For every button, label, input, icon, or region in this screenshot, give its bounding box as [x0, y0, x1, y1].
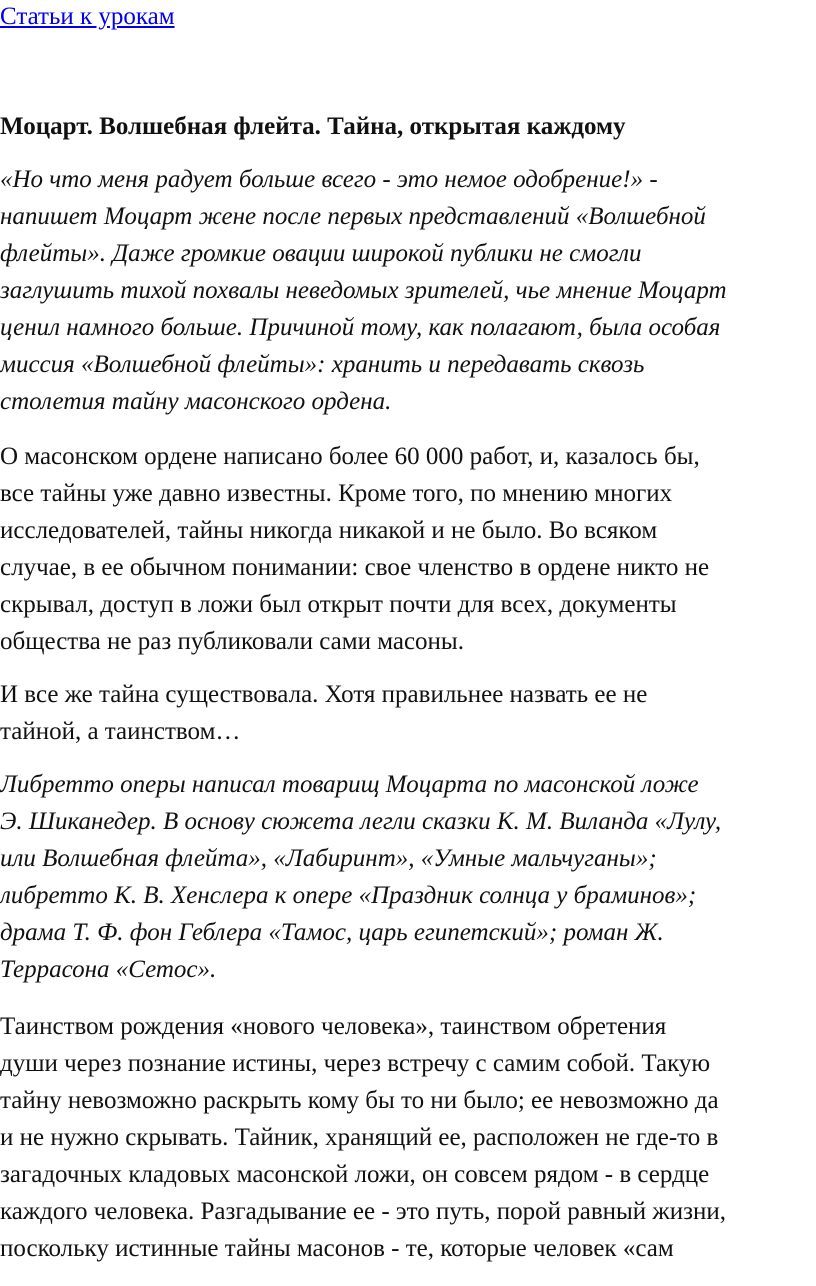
article-paragraph-intro-quote — [0, 161, 812, 420]
paragraph-line: миссия «Волшебной флейты»: хранить и передавать сквозь — [0, 351, 645, 378]
paragraph-line: скрывал, доступ в ложи был открыт почти для всех, документы — [0, 591, 677, 618]
paragraph-line: столетия тайну масонского ордена. — [0, 388, 392, 415]
paragraph-line: общества не раз публиковали сами масоны. — [0, 628, 464, 655]
paragraph-line: все тайны уже давно известны. Кроме того, по мнению многих — [0, 480, 673, 507]
breadcrumb-link-lesson-articles[interactable]: Статьи к урокам — [0, 3, 175, 30]
paragraph-line: души через познание истины, через встречу с самим собой. Такую — [0, 1050, 711, 1077]
paragraph-line: заглушить тихой похвалы неведомых зрителей, чье мнение Моцарт — [0, 277, 727, 304]
paragraph-line: Либретто оперы написал товарищ Моцарта по масонской ложе — [0, 771, 699, 798]
article-paragraph-sacrament — [0, 1008, 812, 1267]
paragraph-line: тайной, а таинством… — [0, 718, 241, 745]
paragraph-line: напишет Моцарт жене после первых представлений «Волшебной — [0, 203, 706, 230]
paragraph-line: поскольку истинные тайны масонов - те, которые человек «сам — [0, 1235, 674, 1262]
paragraph-line: тайну невозможно раскрыть кому бы то ни было; ее невозможно да — [0, 1087, 719, 1114]
article-paragraph-mystery — [0, 676, 812, 750]
article-title: Моцарт. Волшебная флейта. Тайна, открытая каждому — [0, 113, 626, 140]
paragraph-line: ценил намного больше. Причиной тому, как полагают, была особая — [0, 314, 721, 341]
paragraph-line: О масонском ордене написано более 60 000 работ, и, казалось бы, — [0, 443, 700, 470]
paragraph-line: драма Т. Ф. фон Геблера «Тамос, царь египетский»; роман Ж. — [0, 919, 664, 946]
article-paragraph-masonic-order — [0, 438, 812, 660]
paragraph-line: Террасона «Сетос». — [0, 956, 217, 983]
paragraph-line: исследователей, тайны никогда никакой и не было. Во всяком — [0, 517, 658, 544]
paragraph-line: флейты». Даже громкие овации широкой публики не смогли — [0, 240, 642, 267]
paragraph-line: и не нужно скрывать. Тайник, хранящий ее, расположен не где-то в — [0, 1124, 719, 1151]
paragraph-line: загадочных кладовых масонской ложи, он совсем рядом - в сердце — [0, 1161, 710, 1188]
paragraph-line: Э. Шиканедер. В основу сюжета легли сказки К. М. Виланда «Лулу, — [0, 808, 722, 835]
paragraph-line: случае, в ее обычном понимании: свое членство в ордене никто не — [0, 554, 710, 581]
paragraph-line: Таинством рождения «нового человека», таинством обретения — [0, 1013, 667, 1040]
paragraph-line: «Но что меня радует больше всего - это немое одобрение!» - — [0, 166, 658, 193]
paragraph-line: либретто К. В. Хенслера к опере «Праздник солнца у браминов»; — [0, 882, 697, 909]
paragraph-line: И все же тайна существовала. Хотя правильнее назвать ее не — [0, 681, 648, 708]
article-paragraph-libretto — [0, 766, 812, 988]
paragraph-line: или Волшебная флейта», «Лабиринт», «Умные мальчуганы»; — [0, 845, 657, 872]
paragraph-line: каждого человека. Разгадывание ее - это путь, порой равный жизни, — [0, 1198, 726, 1225]
